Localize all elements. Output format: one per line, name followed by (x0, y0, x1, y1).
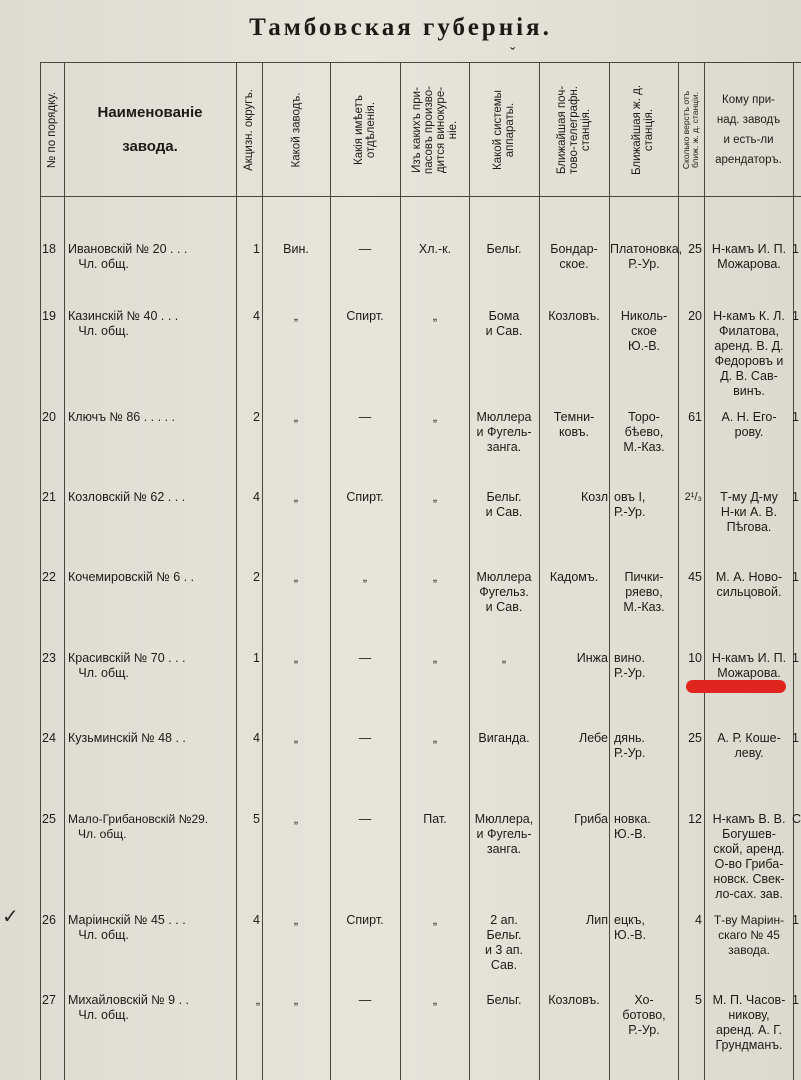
rail-station: ецкъ, Ю.-В. (614, 913, 647, 942)
plant-type: Вин. (283, 242, 309, 256)
raw-materials: „ (432, 490, 438, 504)
row-number: 19 (42, 309, 56, 323)
header-rail-station: Ближайшая ж. д. станція. (631, 84, 656, 176)
apparatus-system: Мюллера, и Фугель- занга. (474, 812, 534, 856)
owner: Н-камъ В. В. Богушев- ской, аренд. О-во Гриба- новск. Свек- ло-сах. зав. (712, 812, 786, 901)
plant-type: „ (293, 651, 299, 665)
distance: 12 (688, 812, 702, 826)
header-departments: Какія имѣетъ отдѣленія. (352, 95, 377, 165)
plant-name: Козловскій № 62 . . . (68, 490, 186, 504)
row-number: 23 (42, 651, 56, 665)
header-distance: Сколько верстъ отъ ближ. ж. д. станціи. (681, 90, 701, 170)
post-station: Темни- ковъ. (553, 410, 595, 439)
plant-name: Красивскій № 70 . . . Чл. общ. (68, 651, 186, 680)
distance: 25 (688, 731, 702, 745)
cut-off-cell: С (792, 812, 801, 826)
row-number: 22 (42, 570, 56, 584)
cut-off-cell: 1 (792, 490, 799, 504)
departments: Спирт. (346, 309, 384, 323)
plant-type: „ (293, 913, 299, 927)
row-number: 25 (42, 812, 56, 826)
distance: 61 (688, 410, 702, 424)
post-station: Гриба (574, 812, 608, 826)
row-number: 18 (42, 242, 56, 256)
excise-district: 2 (253, 570, 260, 584)
owner: Т-му Д-му Н-ки А. В. Пѣгова. (720, 490, 778, 534)
apparatus-system: Мюллера и Фугель- занга. (476, 410, 532, 454)
owner: М. А. Ново- сильцовой. (715, 570, 783, 599)
row-number: 21 (42, 490, 56, 504)
header-apparatus-system: Какой системы аппараты. (492, 90, 516, 170)
post-station: Лип (586, 913, 608, 927)
rail-station: Пички- ряево, М.-Каз. (623, 570, 665, 614)
post-station: Кадомъ. (549, 570, 599, 584)
rail-station: вино. Р.-Ур. (614, 651, 646, 680)
red-underline-annotation (686, 680, 786, 693)
departments: Спирт. (346, 913, 384, 927)
departments: — (358, 651, 372, 665)
post-station: Козловъ. (548, 309, 600, 323)
header-plant-type: Какой заводъ. (290, 92, 302, 168)
apparatus-system: 2 ап. Бельг. и 3 ап. Сав. (484, 913, 524, 972)
distance: 10 (688, 651, 702, 665)
owner: Н-камъ И. П. Можарова. (711, 651, 787, 680)
excise-district: 1 (253, 651, 260, 665)
cut-off-cell: 1 (792, 651, 799, 665)
raw-materials: „ (432, 410, 438, 424)
departments: — (358, 812, 372, 826)
rail-station: новка. Ю.-В. (614, 812, 651, 841)
excise-district: 4 (253, 490, 260, 504)
apparatus-system: Виганда. (478, 731, 530, 745)
plant-type: „ (293, 812, 299, 826)
plant-type: „ (293, 993, 299, 1007)
apparatus-system: Мюллера Фугельз. и Сав. (476, 570, 532, 614)
raw-materials: „ (432, 570, 438, 584)
row-number: 26 (42, 913, 56, 927)
rail-station: Торо- бѣево, М.-Каз. (623, 410, 665, 454)
plant-name: Ивановскій № 20 . . . Чл. общ. (68, 242, 188, 271)
excise-district: 1 (253, 242, 260, 256)
post-station: Инжа (576, 651, 608, 665)
plant-type: „ (293, 570, 299, 584)
cut-off-cell: 1 (792, 913, 799, 927)
plant-type: „ (293, 309, 299, 323)
check-mark: ✓ (2, 906, 19, 928)
raw-materials: Хл.-к. (418, 242, 452, 256)
departments: Спирт. (346, 490, 384, 504)
raw-materials: „ (432, 913, 438, 927)
plant-type: „ (293, 490, 299, 504)
header-name: Наименованіе завода. (97, 104, 203, 155)
rail-station: Хо- ботово, Р.-Ур. (622, 993, 666, 1037)
header-owner: Кому при- над. заводъ и есть-ли арендаторъ. (715, 94, 782, 166)
post-station: Бондар- ское. (550, 242, 598, 271)
row-number: 24 (42, 731, 56, 745)
cut-off-cell: 1 (792, 410, 799, 424)
title-check-mark: ˇ (510, 45, 516, 62)
post-station: Козловъ. (548, 993, 600, 1007)
header-number: № по порядку. (46, 91, 59, 169)
excise-district: 4 (253, 731, 260, 745)
departments: — (358, 242, 372, 256)
plant-name: Кочемировскій № 6 . . (68, 570, 195, 584)
header-bottom-rule (40, 196, 801, 197)
row-number: 20 (42, 410, 56, 424)
header-excise-district: Акцизн. округъ. (243, 89, 255, 171)
raw-materials: „ (432, 731, 438, 745)
raw-materials: Пат. (423, 812, 447, 826)
apparatus-system: Бельг. (486, 242, 522, 256)
raw-materials: „ (432, 993, 438, 1007)
owner: А. Р. Коше- леву. (717, 731, 781, 760)
header-post-station: Ближайшая поч- тово-телеграфн. станція. (556, 85, 592, 175)
plant-name: Казинскій № 40 . . . Чл. общ. (68, 309, 179, 338)
column-divider (400, 62, 401, 1080)
column-divider (236, 62, 237, 1080)
column-divider (64, 62, 65, 1080)
apparatus-system: „ (501, 651, 507, 665)
apparatus-system: Бельг. (486, 993, 522, 1007)
distance: 25 (688, 242, 702, 256)
distance: 2¹/₃ (684, 491, 702, 503)
rail-station: дянь. Р.-Ур. (614, 731, 646, 760)
distance: 5 (695, 993, 702, 1007)
column-divider (262, 62, 263, 1080)
rail-station: Платоновка, Р.-Ур. (610, 242, 683, 271)
plant-type: „ (293, 410, 299, 424)
post-station: Козл (581, 490, 608, 504)
post-station: Лебе (579, 731, 608, 745)
cut-off-cell: 1 (792, 242, 799, 256)
distance: 4 (695, 913, 702, 927)
excise-district: 4 (253, 913, 260, 927)
rail-station: Николь- ское Ю.-В. (620, 309, 668, 353)
plant-type: „ (293, 731, 299, 745)
owner: Н-камъ К. Л. Филатова, аренд. В. Д. Федоровъ и Д. В. Сав- винъ. (713, 309, 785, 398)
plant-name: Маріинскій № 45 . . . Чл. общ. (68, 913, 186, 942)
owner: М. П. Часов- никову, аренд. А. Г. Грундманъ. (712, 993, 786, 1052)
departments: — (358, 731, 372, 745)
table-top-rule (40, 62, 801, 63)
raw-materials: „ (432, 309, 438, 323)
departments: „ (362, 570, 368, 584)
page-title: Тамбовская губернія. (249, 14, 552, 41)
cut-off-cell: 1 (792, 570, 799, 584)
cut-off-cell: 1 (792, 309, 799, 323)
row-number: 27 (42, 993, 56, 1007)
departments: — (358, 993, 372, 1007)
excise-district: 5 (253, 812, 260, 826)
raw-materials: „ (432, 651, 438, 665)
excise-district: 4 (253, 309, 260, 323)
distance: 20 (688, 309, 702, 323)
plant-name: Михайловскій № 9 . . Чл. общ. (68, 993, 190, 1022)
owner: А. Н. Его- рову. (721, 410, 777, 439)
plant-name: Кузьминскій № 48 . . (68, 731, 186, 745)
apparatus-system: Бома и Сав. (485, 309, 523, 338)
cut-off-cell: 1 (792, 731, 799, 745)
header-raw-materials: Изъ какихъ при- пасовъ произво- дится винокуре- ніе. (410, 86, 459, 174)
excise-district: „ (255, 993, 260, 1007)
plant-name: Мало-Грибановскій №29. Чл. общ. (68, 812, 209, 841)
rail-station: овъ I, Р.-Ур. (614, 490, 646, 519)
distance: 45 (688, 570, 702, 584)
departments: — (358, 410, 372, 424)
excise-district: 2 (253, 410, 260, 424)
apparatus-system: Бельг. и Сав. (485, 490, 523, 519)
owner: Н-камъ И. П. Можарова. (711, 242, 787, 271)
owner: Т-ву Маріин- скаго № 45 завода. (713, 913, 785, 957)
cut-off-cell: 1 (792, 993, 799, 1007)
plant-name: Ключъ № 86 . . . . . (68, 410, 175, 424)
